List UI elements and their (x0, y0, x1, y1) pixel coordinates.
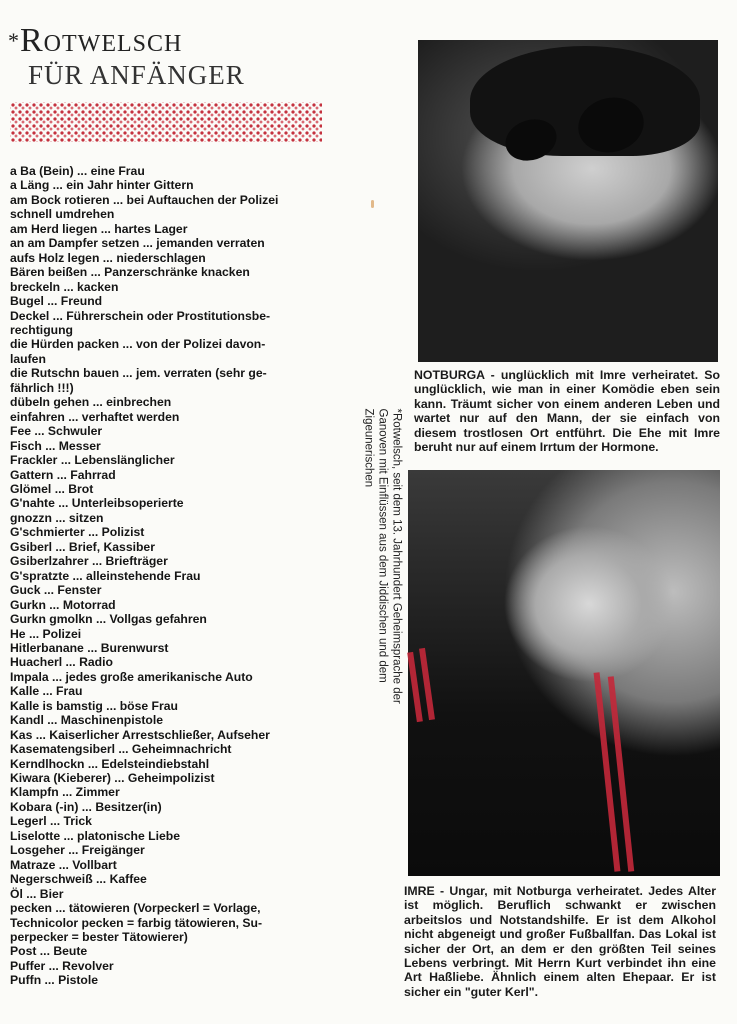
glossary-entry: He ... Polizei (10, 626, 82, 641)
glossary-entry: Gattern ... Fahrrad (10, 467, 116, 482)
glossary-entry: Guck ... Fenster (10, 583, 102, 598)
article-title (8, 22, 245, 60)
glossary-entry: Huacherl ... Radio (10, 655, 113, 670)
glossary-entry: Puffn ... Pistole (10, 973, 99, 988)
footnote-rotated: *Rotwelsch, seit dem 13. Jahrhundert Geheimsprache der Ganoven mit Einflüssen aus dem Jiddischen und dem Zigeunerischen (362, 408, 403, 704)
glossary-entry: Öl ... Bier (10, 886, 64, 901)
glossary-entry: Kas ... Kaiserlicher Arrestschließer, Aufseher (10, 727, 270, 742)
glossary-entry: G'schmierter ... Polizist (10, 525, 145, 540)
glossary-entry: aufs Holz legen ... niederschlagen (10, 250, 206, 265)
caption-notburga: NOTBURGA - unglücklich mit Imre verheiratet. So unglücklich, wie man in einer Komödie eben sein kann. Träumt sicher von einem anderen Leben und wartet nur auf den Mann, der sie einfach von diesem trostlosen Ort entführt. Die Ehe mit Imre beruht nur auf einem Irrtum der Hormone. (414, 368, 720, 455)
glossary-entry: Matraze ... Vollbart (10, 857, 117, 872)
glossary-entry: Bären beißen ... Panzerschränke knacken (10, 265, 250, 280)
glossary-entry: Kasematengsiberl ... Geheimnachricht (10, 742, 232, 757)
red-halftone-band (10, 102, 322, 142)
glossary-entry: Kerndlhockn ... Edelsteindiebstahl (10, 756, 210, 771)
glossary-entry: Liselotte ... platonische Liebe (10, 828, 180, 843)
glossary-entry: G'spratzte ... alleinstehende Frau (10, 568, 201, 583)
glossary-entry: a Läng ... ein Jahr hinter Gittern (10, 178, 194, 193)
glossary-entry: pecken ... tätowieren (Vorpeckerl = Vorlage, (10, 901, 261, 916)
glossary-entry: am Herd liegen ... hartes Lager (10, 221, 188, 236)
glossary-entry: schnell umdrehen (10, 207, 115, 222)
glossary-entry: Frackler ... Lebenslänglicher (10, 453, 175, 468)
glossary-entry: die Hürden packen ... von der Polizei davon- (10, 337, 266, 352)
glossary-entry: Gsiberl ... Brief, Kassiber (10, 539, 155, 554)
glossary-entry: G'nahte ... Unterleibsoperierte (10, 496, 184, 511)
photo-imre (408, 470, 720, 876)
glossary-entry: laufen (10, 351, 46, 366)
glossary-entry: Puffer ... Revolver (10, 958, 114, 973)
article-header (8, 22, 245, 90)
glossary-list (10, 164, 330, 988)
glossary-entry: perpecker = bester Tätowierer) (10, 930, 188, 945)
glossary-entry: Bugel ... Freund (10, 294, 103, 309)
glossary-entry: Gsiberlzahrer ... Briefträger (10, 554, 168, 569)
caption-imre: IMRE - Ungar, mit Notburga verheiratet. Jedes Alter ist möglich. Beruflich schwankt er zwischen arbeitslos und Notstandshilfe. Er ist dem Alkohol nicht abgeneigt und großer Fußballfan. Das Lokal ist sicher der Ort, an dem er den größten Teil seines Lebens verbringt. Mit Herrn Kurt verbindet ihn eine Art Haßliebe. Ähnlich einem alten Ehepaar. Er ist sicher ein "guter Kerl". (404, 884, 716, 999)
title-text: Rotwelsch (20, 22, 183, 59)
glossary-entry: einfahren ... verhaftet werden (10, 409, 180, 424)
glossary-entry: Klampfn ... Zimmer (10, 785, 120, 800)
glossary-entry: Deckel ... Führerschein oder Prostitutionsbe- (10, 308, 271, 323)
paper-stain (371, 200, 374, 208)
glossary-entry: Negerschweiß ... Kaffee (10, 872, 147, 887)
glossary-entry: breckeln ... kacken (10, 279, 119, 294)
glossary-entry: Kiwara (Kieberer) ... Geheimpolizist (10, 771, 215, 786)
glossary-entry: Post ... Beute (10, 944, 88, 959)
glossary-entry: Gurkn gmolkn ... Vollgas gefahren (10, 612, 207, 627)
glossary-entry: fährlich !!!) (10, 380, 74, 395)
glossary-entry: Legerl ... Trick (10, 814, 92, 829)
glossary-entry: Technicolor pecken = farbig tätowieren, Su- (10, 915, 263, 930)
glossary-entry: Fee ... Schwuler (10, 424, 103, 439)
glossary-entry: Kalle ... Frau (10, 684, 83, 699)
glossary-entry: Kobara (-in) ... Besitzer(in) (10, 799, 162, 814)
glossary-entry: gnozzn ... sitzen (10, 510, 104, 525)
glossary-entry: Impala ... jedes große amerikanische Auto (10, 669, 253, 684)
glossary-entry: Gurkn ... Motorrad (10, 597, 116, 612)
glossary-entry: Hitlerbanane ... Burenwurst (10, 640, 169, 655)
glossary-entry: Losgeher ... Freigänger (10, 843, 145, 858)
article-subtitle: FÜR ANFÄNGER (28, 60, 245, 90)
glossary-entry: die Rutschn bauen ... jem. verraten (sehr ge- (10, 366, 267, 381)
glossary-entry: Kalle is bamstig ... böse Frau (10, 698, 178, 713)
glossary-entry: an am Dampfer setzen ... jemanden verraten (10, 236, 265, 251)
glossary-entry: dübeln gehen ... einbrechen (10, 395, 172, 410)
glossary-entry: rechtigung (10, 322, 73, 337)
glossary-entry: a Ba (Bein) ... eine Frau (10, 164, 145, 178)
glossary-entry: Kandl ... Maschinenpistole (10, 713, 164, 728)
glossary-entry: am Bock rotieren ... bei Auftauchen der Polizei (10, 192, 279, 207)
glossary-entry: Glömel ... Brot (10, 481, 94, 496)
title-asterisk: * (8, 28, 20, 53)
glossary-entry: Fisch ... Messer (10, 438, 101, 453)
